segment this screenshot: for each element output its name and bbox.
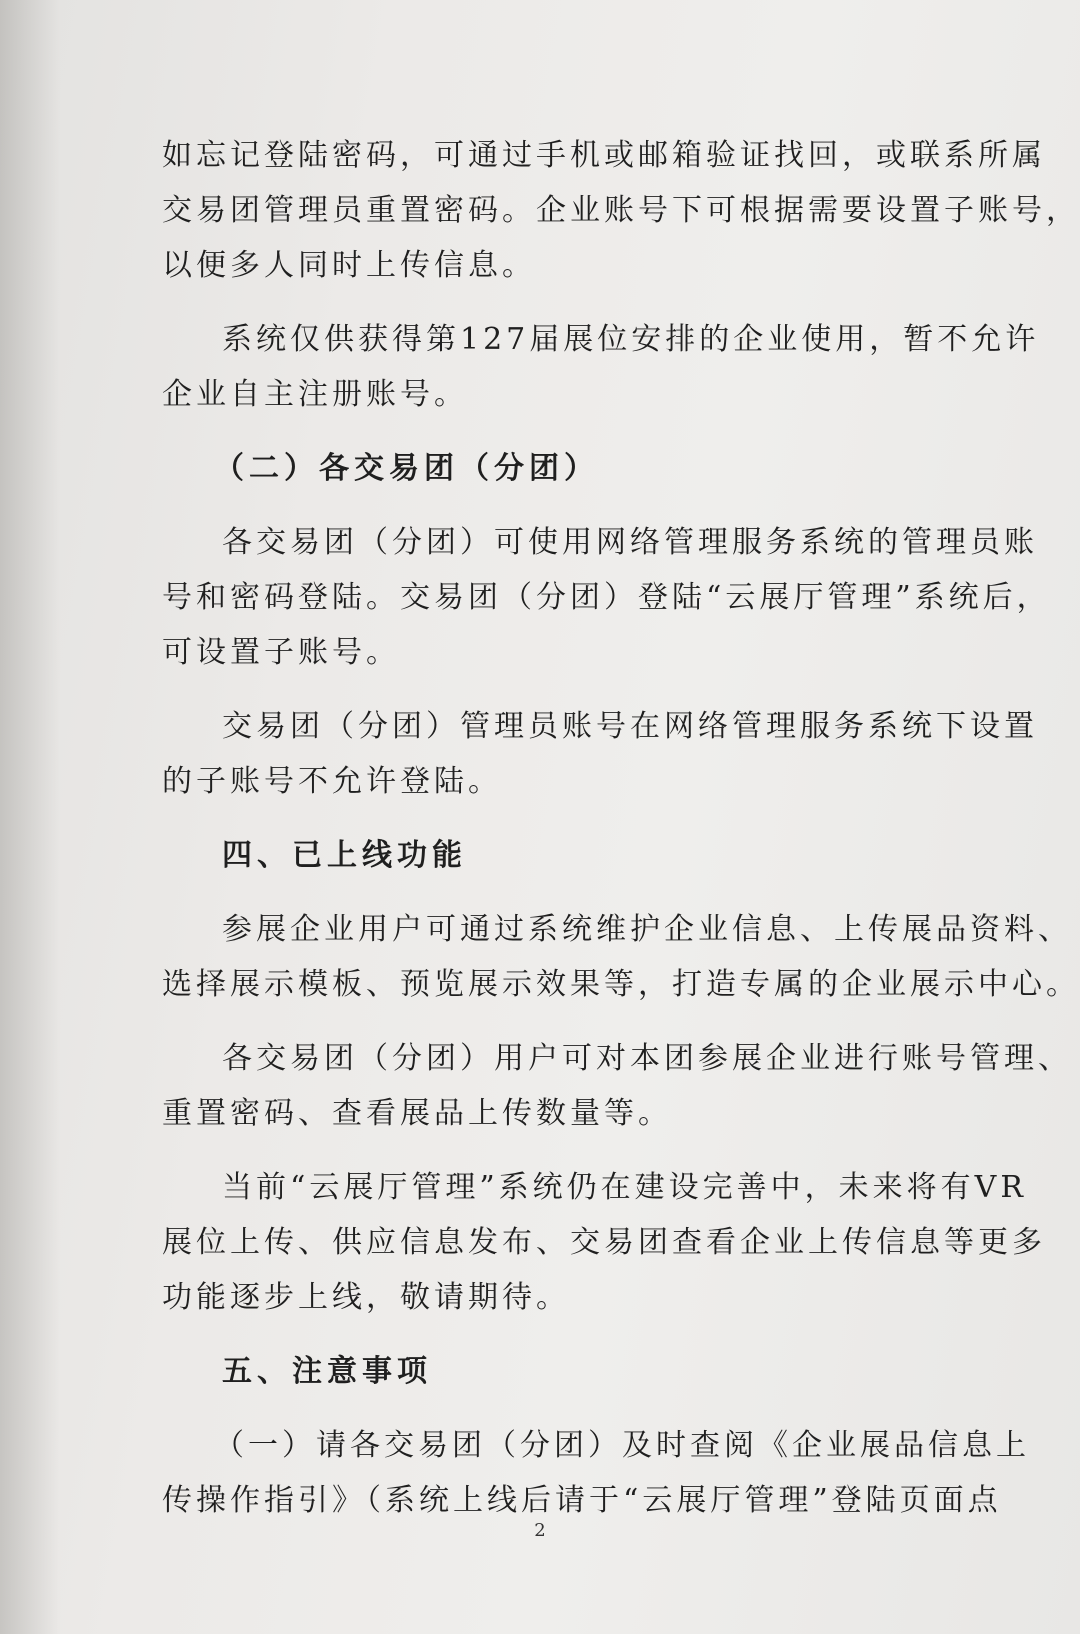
paragraph-subaccount-restriction [162,699,1038,809]
text-line: 展位上传、供应信息发布、交易团查看企业上传信息等更多 [162,1225,1046,1260]
text-line: 企业自主注册账号。 [162,377,468,412]
text-line: 当前“云展厅管理”系统仍在建设完善中，未来将有VR [222,1170,1027,1205]
paragraph-admin-login [162,515,1051,680]
text-line: 可设置子账号。 [162,635,400,670]
text-line: 的子账号不允许登陆。 [162,764,502,799]
document-body [162,128,1080,1528]
paragraph-future-features [162,1160,1046,1325]
text-line: 如忘记登陆密码，可通过手机或邮箱验证找回，或联系所属 [162,138,1046,173]
section-heading-trading-groups [162,441,922,496]
paragraph-group-features [162,1031,1072,1141]
text-line: 各交易团（分团）用户可对本团参展企业进行账号管理、 [222,1041,1072,1076]
page-edge-shadow [0,0,60,1634]
text-line: 传操作指引》（系统上线后请于“云展厅管理”登陆页面点 [162,1483,1002,1518]
paragraph-password-recovery [162,128,1080,293]
page-number: 2 [534,1520,546,1541]
text-line: 选择展示模板、预览展示效果等，打造专属的企业展示中心。 [162,967,1080,1002]
text-line: 功能逐步上线，敬请期待。 [162,1280,570,1315]
paragraph-operation-guide [162,1418,1030,1528]
heading-text: 五、注意事项 [222,1354,432,1389]
text-line: 号和密码登陆。交易团（分团）登陆“云展厅管理”系统后， [162,580,1051,615]
text-line: 系统仅供获得第127届展位安排的企业使用，暂不允许 [222,322,1040,357]
section-heading-online-features [162,828,922,883]
text-line: 参展企业用户可通过系统维护企业信息、上传展品资料、 [222,912,1072,947]
text-line: 交易团（分团）管理员账号在网络管理服务系统下设置 [222,709,1038,744]
paragraph-exhibitor-features [162,902,1080,1012]
text-line: 重置密码、查看展品上传数量等。 [162,1096,672,1131]
heading-text: 四、已上线功能 [222,838,467,873]
text-line: 以便多人同时上传信息。 [162,248,536,283]
heading-text: （二）各交易团（分团） [214,451,599,486]
text-line: （一）请各交易团（分团）及时查阅《企业展品信息上 [214,1428,1030,1463]
paragraph-system-eligibility [162,312,1040,422]
text-line: 交易团管理员重置密码。企业账号下可根据需要设置子账号， [162,193,1080,228]
text-line: 各交易团（分团）可使用网络管理服务系统的管理员账 [222,525,1038,560]
section-heading-notes [162,1344,922,1399]
